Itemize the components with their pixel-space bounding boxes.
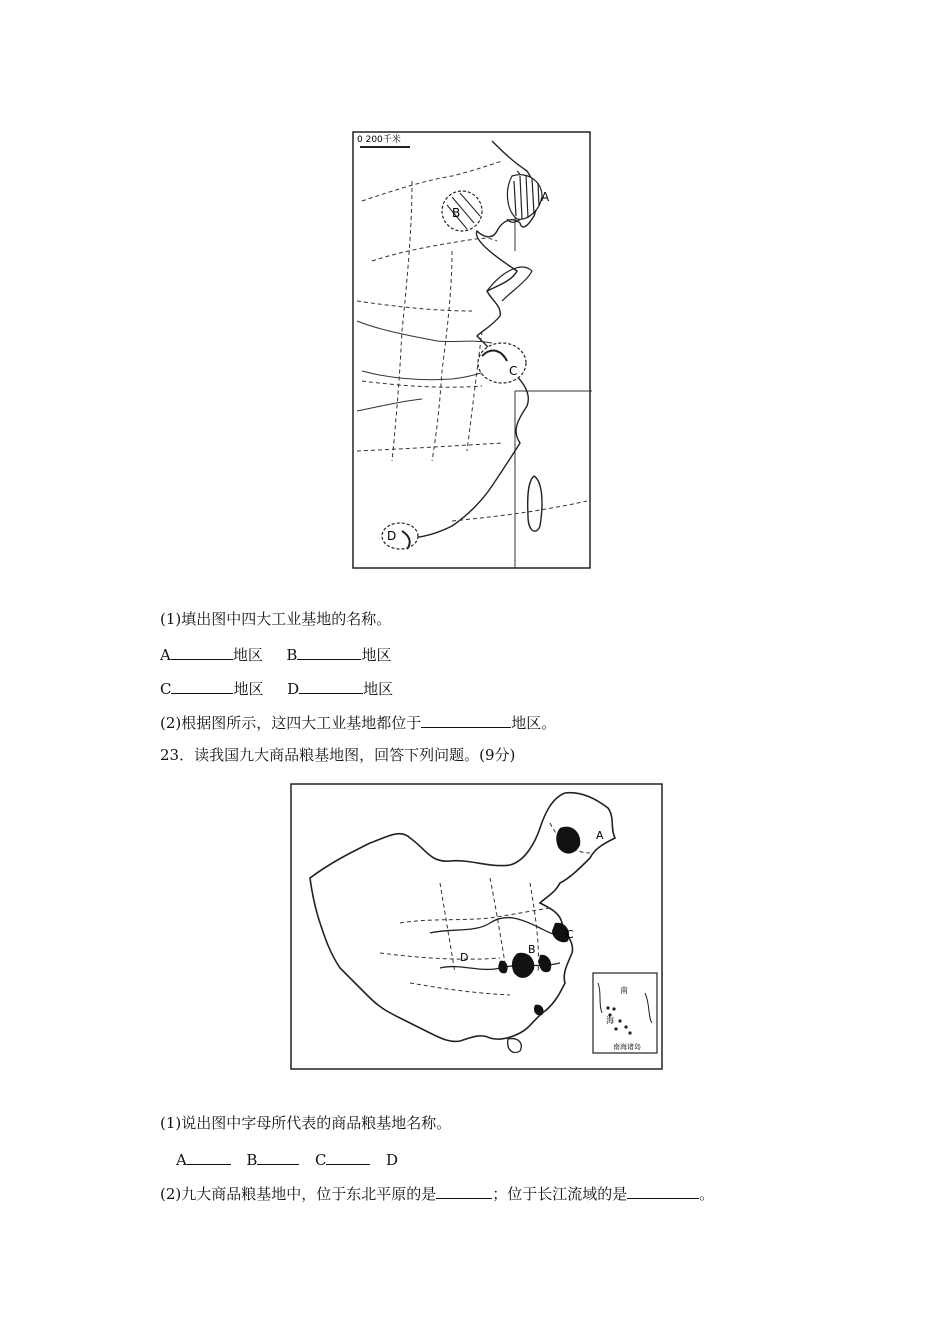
answer-blank-c[interactable] (171, 677, 233, 694)
scale-label: 0 200千米 (357, 135, 401, 145)
q22-label-d: D (287, 680, 300, 698)
map1-label-a: A (541, 190, 550, 204)
q23-label-b: B (246, 1151, 258, 1169)
q22-part2-prefix: (2)根据图所示，这四大工业基地都位于 (160, 714, 422, 732)
inset-char-hai: 海 (606, 1016, 614, 1025)
q23-part1: (1)说出图中字母所代表的商品粮基地名称。 (160, 1114, 452, 1132)
map1-label-c: C (509, 364, 518, 378)
q23-part2-suffix: 。 (699, 1185, 715, 1203)
map1-label-b: B (452, 206, 461, 220)
grain-blank-c[interactable] (326, 1148, 370, 1165)
map2-label-a: A (596, 829, 604, 842)
grain-blank-northeast[interactable] (436, 1182, 492, 1199)
grain-blank-a[interactable] (187, 1148, 231, 1165)
q23-title: 23．读我国九大商品粮基地图，回答下列问题。(9分) (160, 746, 516, 764)
q23-row (176, 1148, 398, 1170)
grain-blank-yangtze[interactable] (627, 1182, 699, 1199)
q23-label-c: C (315, 1151, 327, 1169)
map2-label-b: B (528, 943, 536, 956)
inset-char-nan: 南 (620, 986, 628, 995)
answer-blank-d[interactable] (299, 677, 363, 694)
answer-blank-b[interactable] (297, 643, 361, 660)
grain-blank-b[interactable] (257, 1148, 299, 1165)
q22-label-b: B (286, 646, 298, 664)
q22-suffix-a: 地区 (232, 646, 263, 664)
q22-suffix-d: 地区 (363, 680, 394, 698)
map1-label-d: D (387, 529, 397, 543)
q22-suffix-b: 地区 (361, 646, 392, 664)
answer-blank-a[interactable] (171, 643, 233, 660)
q23-part2-prefix: (2)九大商品粮基地中，位于东北平原的是 (160, 1185, 437, 1203)
q22-part1: (1)填出图中四大工业基地的名称。 (160, 610, 392, 628)
q22-part2 (160, 711, 556, 733)
map2-label-d: D (460, 951, 469, 964)
q23-label-a: A (176, 1151, 187, 1169)
grain-base-map (290, 783, 664, 1071)
q23-label-d: D (386, 1151, 399, 1169)
q23-part2 (160, 1182, 714, 1204)
q22-row1 (160, 643, 391, 665)
industrial-base-map (352, 131, 592, 571)
inset-title: 南海诸岛 (613, 1043, 641, 1051)
map2-label-c: C (566, 928, 574, 941)
q22-part2-suffix: 地区。 (511, 714, 557, 732)
q22-label-a: A (160, 646, 171, 664)
q23-part2-mid: ；位于长江流域的是 (492, 1185, 628, 1203)
q22-row2 (160, 677, 393, 699)
q22-label-c: C (160, 680, 172, 698)
q22-suffix-c: 地区 (233, 680, 264, 698)
answer-blank-region[interactable] (421, 711, 511, 728)
